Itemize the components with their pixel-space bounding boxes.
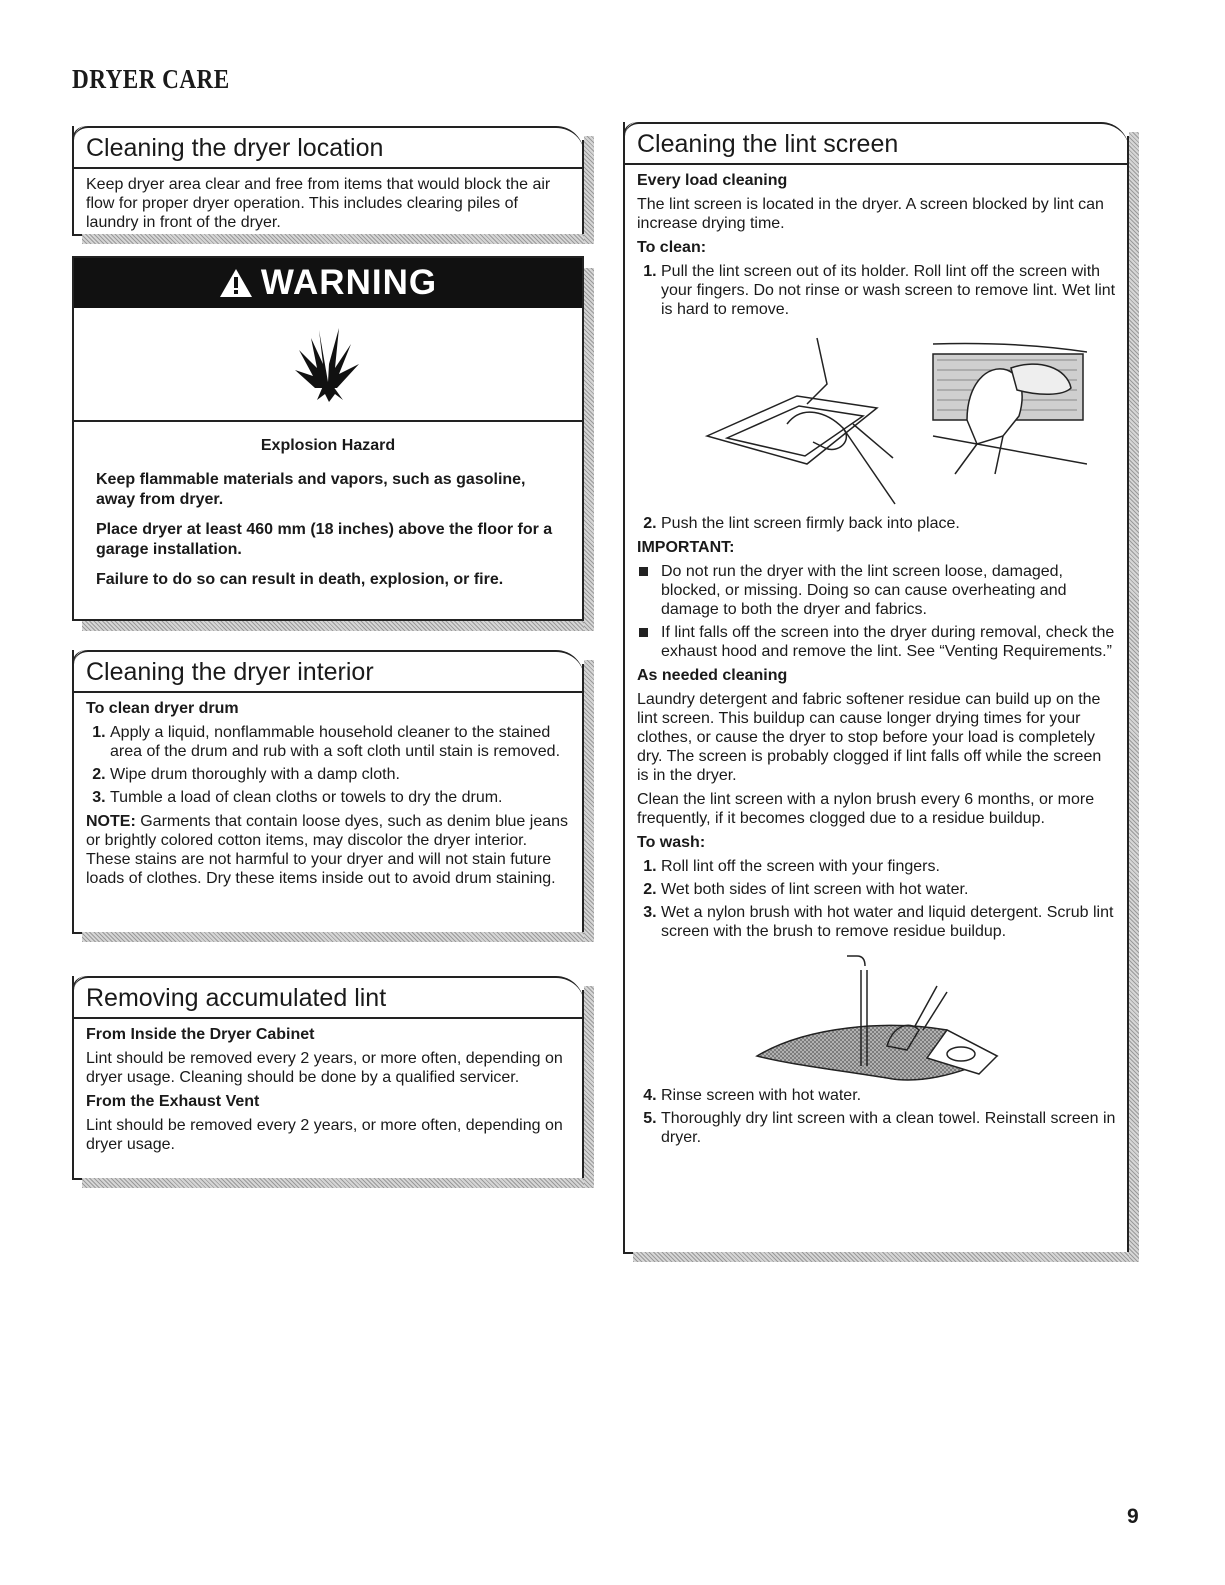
as-needed-text-2: Clean the lint screen with a nylon brush every 6 months, or more frequently, if it becomes clogged due to a residue buildup. [637, 791, 1095, 827]
lint-screen-removal-icon [667, 324, 1087, 514]
vent-text: Lint should be removed every 2 years, or more often, depending on dryer usage. [86, 1117, 563, 1153]
interior-note [86, 812, 572, 888]
lint-screen-wash-illustration [637, 946, 1117, 1086]
explosion-icon [293, 324, 363, 404]
as-needed-text-1: Laundry detergent and fabric softener residue can build up on the lint screen. This buildup can cause longer drying times for your clothes, or cause the dryer to stop before your load is completely dry. The screen is probably clogged if lint falls off while the screen is in the dryer. [637, 691, 1102, 784]
warning-banner [74, 258, 582, 308]
every-load-text: The lint screen is located in the dryer. A screen blocked by lint can increase drying time. [637, 196, 1104, 232]
note-text: Garments that contain loose dyes, such as denim blue jeans or brightly colored cotton items, may discolor the dryer interior. These stains are not harmful to your dryer and will not stain future loads of clothes. Dry these items inside out to avoid drum staining. [86, 813, 569, 887]
accumulated-lint-section [72, 976, 584, 1180]
lint-screen-section [623, 122, 1129, 1254]
dryer-interior-section [72, 650, 584, 934]
list-item: 1. Apply a liquid, nonflammable household cleaner to the stained area of the drum and rub with a soft cloth until stain is removed. [110, 723, 572, 761]
list-item: 3. Wet a nylon brush with hot water and liquid detergent. Scrub lint screen with the brush to remove residue buildup. [661, 903, 1117, 941]
clean-drum-heading: To clean dryer drum [86, 700, 239, 717]
note-label: NOTE: [86, 813, 136, 830]
page-title: DRYER CARE [72, 64, 230, 94]
dryer-location-section [72, 126, 584, 236]
dryer-location-title: Cleaning the dryer location [74, 126, 584, 169]
lint-screen-wash-icon [747, 946, 1007, 1086]
warning-line-2: Place dryer at least 460 mm (18 inches) above the floor for a garage installation. [96, 521, 553, 558]
to-wash-heading: To wash: [637, 834, 706, 851]
every-load-heading: Every load cleaning [637, 172, 788, 189]
cabinet-heading: From Inside the Dryer Cabinet [86, 1026, 315, 1043]
warning-line-1: Keep flammable materials and vapors, such as gasoline, away from dryer. [96, 471, 526, 508]
warning-label: WARNING [260, 263, 438, 302]
list-item: 4. Rinse screen with hot water. [661, 1086, 1117, 1105]
warning-line-3: Failure to do so can result in death, explosion, or fire. [96, 571, 504, 588]
list-item: 3. Tumble a load of clean cloths or towels to dry the drum. [110, 788, 572, 807]
list-item: 1. Roll lint off the screen with your fingers. [661, 857, 1117, 876]
lint-screen-removal-illustration [637, 324, 1117, 514]
as-needed-heading: As needed cleaning [637, 667, 788, 684]
dryer-location-text: Keep dryer area clear and free from items that would block the air flow for proper dryer operation. This includes clearing piles of laundry in front of the dryer. [86, 176, 551, 231]
page-number: 9 [1127, 1505, 1139, 1528]
list-item: 1. Pull the lint screen out of its holder. Roll lint off the screen with your fingers. Do not rinse or wash screen to remove lint. Wet lint is hard to remove. [661, 262, 1117, 319]
lint-screen-title: Cleaning the lint screen [625, 122, 1129, 165]
list-item: 2. Push the lint screen firmly back into place. [661, 514, 1117, 533]
list-item: 2. Wet both sides of lint screen with hot water. [661, 880, 1117, 899]
accumulated-lint-title: Removing accumulated lint [74, 976, 584, 1019]
important-heading: IMPORTANT: [637, 539, 735, 556]
warning-triangle-icon [219, 268, 253, 298]
to-clean-heading: To clean: [637, 239, 707, 256]
list-item: If lint falls off the screen into the dryer during removal, check the exhaust hood and remove the lint. See “Venting Requirements.” [661, 623, 1117, 661]
list-item: Do not run the dryer with the lint screen loose, damaged, blocked, or missing. Doing so can cause overheating and damage to both the dryer and fabrics. [661, 562, 1117, 619]
dryer-interior-title: Cleaning the dryer interior [74, 650, 584, 693]
explosion-warning [72, 256, 584, 621]
hazard-title: Explosion Hazard [260, 437, 396, 454]
list-item: 5. Thoroughly dry lint screen with a clean towel. Reinstall screen in dryer. [661, 1109, 1117, 1147]
cabinet-text: Lint should be removed every 2 years, or more often, depending on dryer usage. Cleaning should be done by a qualified servicer. [86, 1050, 563, 1086]
list-item: 2. Wipe drum thoroughly with a damp cloth. [110, 765, 572, 784]
vent-heading: From the Exhaust Vent [86, 1093, 260, 1110]
